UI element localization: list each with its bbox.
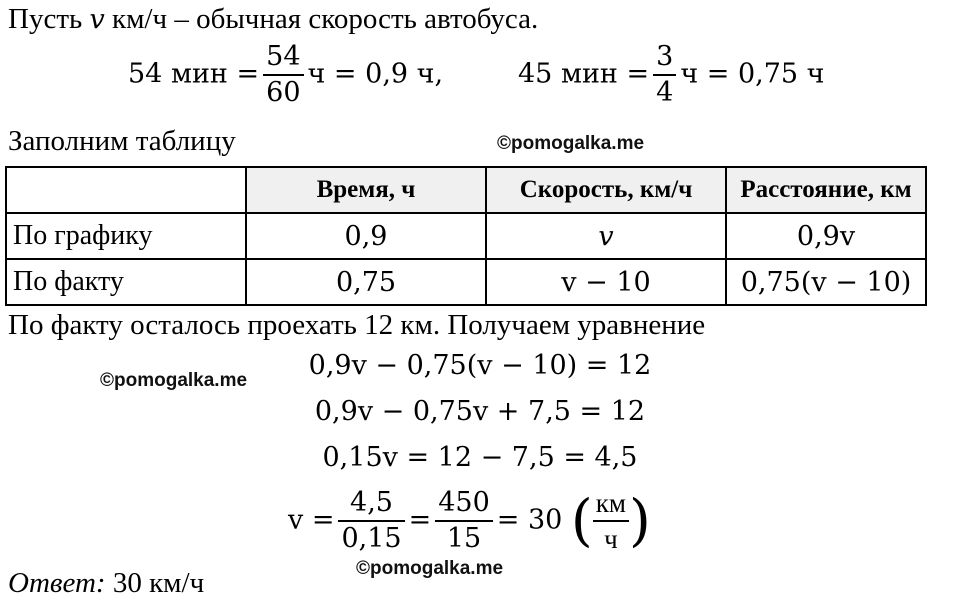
fraction-4-5-over-0-15	[338, 486, 404, 556]
remaining-text: По факту осталось проехать 12 км. Получаем уравнение	[8, 309, 706, 341]
table-header-speed: Скорость, км/ч	[486, 167, 726, 213]
table-cell-time: 0,75	[246, 259, 486, 305]
unit-numerator: км	[595, 488, 626, 518]
answer-line	[8, 566, 204, 600]
intro-end: км/ч – обычная скорость автобуса.	[104, 3, 539, 35]
answer-value: 30 км/ч	[105, 567, 205, 599]
table-cell-speed: v	[486, 213, 726, 259]
equation-2: 0,9v − 0,75v + 7,5 = 12	[314, 396, 646, 427]
table-cell-distance: 0,75(v − 10)	[726, 259, 926, 305]
unit-fraction	[593, 486, 629, 556]
fill-table-heading: Заполним таблицу	[8, 125, 236, 157]
intro-variable: v	[89, 4, 105, 35]
fraction-denominator: 60	[263, 74, 303, 110]
watermark-top: ©pomogalka.me	[497, 133, 645, 154]
fraction-numerator: 54	[266, 41, 301, 72]
table-row	[6, 213, 926, 259]
unit-denominator: ч	[593, 520, 629, 556]
table-header-distance: Расстояние, км	[726, 167, 926, 213]
watermark-middle: ©pomogalka.me	[100, 370, 248, 391]
final-equals: =	[408, 504, 432, 536]
table-cell-speed: v − 10	[486, 259, 726, 305]
conversion-45	[518, 40, 825, 110]
table-cell-label: По графику	[6, 213, 246, 259]
intro-start: Пусть	[8, 3, 90, 35]
right-paren: )	[629, 488, 651, 554]
watermark-bottom: ©pomogalka.me	[356, 558, 504, 579]
fraction-numerator: 450	[438, 487, 490, 518]
table-header-row	[6, 167, 926, 213]
equation-1: 0,9v − 0,75(v − 10) = 12	[308, 350, 652, 381]
table-header-blank	[6, 167, 246, 213]
equation-3: 0,15v = 12 − 7,5 = 4,5	[322, 442, 638, 473]
table-cell-label: По факту	[6, 259, 246, 305]
fraction-54-60	[263, 40, 303, 110]
fraction-3-4	[653, 40, 676, 110]
table-cell-time: 0,9	[246, 213, 486, 259]
fraction-450-over-15	[435, 486, 493, 556]
fraction-numerator: 4,5	[350, 487, 393, 518]
final-lhs: v =	[288, 504, 335, 536]
intro-line	[8, 2, 538, 37]
table-cell-distance: 0,9v	[726, 213, 926, 259]
left-paren: (	[570, 488, 593, 554]
fraction-denominator: 0,15	[338, 520, 404, 556]
conversion-45-rhs: ч = 0,75 ч	[680, 58, 825, 90]
conversion-45-lhs: 45 мин =	[518, 58, 650, 90]
final-equation	[288, 486, 651, 556]
fraction-denominator: 4	[653, 74, 676, 110]
table-header-time: Время, ч	[246, 167, 486, 213]
final-result: = 30	[496, 504, 563, 536]
fraction-denominator: 15	[435, 520, 493, 556]
conversion-54	[128, 40, 443, 110]
answer-label: Ответ:	[8, 567, 106, 599]
table-row	[6, 259, 926, 305]
fraction-numerator: 3	[656, 41, 674, 72]
data-table	[5, 166, 927, 306]
conversion-54-rhs: ч = 0,9 ч,	[307, 58, 444, 90]
conversion-54-lhs: 54 мин =	[128, 58, 260, 90]
